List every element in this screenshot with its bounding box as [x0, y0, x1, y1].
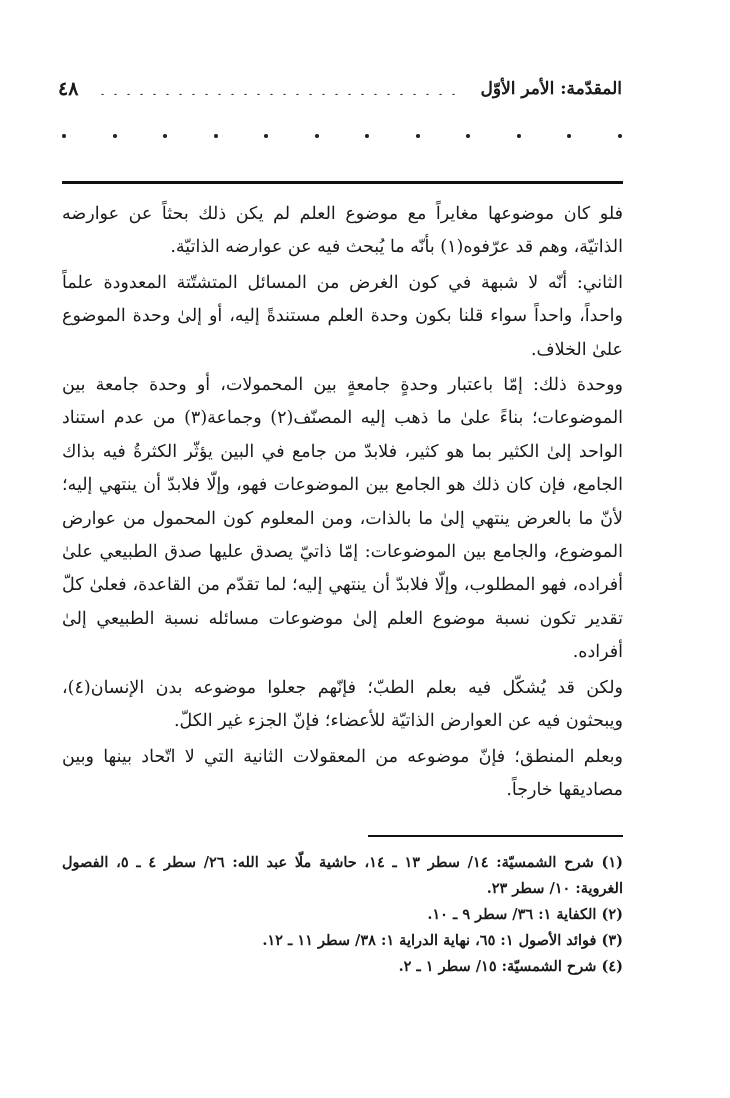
page-number: ٤٨	[58, 78, 79, 100]
footnote-1: (١) شرح الشمسيّة: ١٤/ سطر ١٣ ـ ١٤، حاشية ملّا عبد الله: ٢٦/ سطر ٤ ـ ٥، الفصول الغروية: ١٠/ سطر ٢٣.	[62, 854, 623, 897]
paragraph-2: الثاني: أنّه لا شبهة في كون الغرض من المسائل المتشتّتة المعدودة علماً واحداً، واحداً سواء قلنا بكون وحدة العلم مستندةً إليه، أو إلىٰ وحدة الموضوع علىٰ الخلاف.	[62, 272, 623, 360]
paragraph-5: وبعلم المنطق؛ فإنّ موضوعه من المعقولات الثانية التي لا اتّحاد بينها وبين مصاديقها خارجاً.	[62, 746, 623, 800]
footnote-3: (٣) فوائد الأصول ١: ٦٥، نهاية الدراية ١: ٣٨/ سطر ١١ ـ ١٢.	[262, 932, 623, 949]
paragraph-1: فلو كان موضوعها مغايراً مع موضوع العلم لم يكن ذلك بحثاً عن عوارضه الذاتيّة، وهم قد عرّفوه(١) بأنّه ما يُبحث فيه عن عوارضه الذاتيّة.	[62, 204, 623, 258]
paragraph-4: ولكن قد يُشكّل فيه بعلم الطبّ؛ فإنّهم جعلوا موضوعه بدن الإنسان(٤)، ويبحثون فيه عن العوارض الذاتيّة للأعضاء؛ فإنّ الجزء غير الكلّ.	[62, 677, 623, 732]
header-leader-dots	[96, 93, 462, 95]
paragraph-3: ووحدة ذلك: إمّا باعتبار وحدةٍ جامعةٍ بين المحمولات، أو وحدة جامعة بين الموضوعات؛ بناءً علىٰ ما ذهب إليه المصنّف(٢) وجماعة(٣) من عدم استناد الواحد إلىٰ الكثير بما هو كثير، فلابدّ من جامع في البين يؤثّر الكثرةُ فيه بذاك الجامع، فإن كان ذلك هو الجامع بين الموضوعات فهو، وإلّا فلابدّ أن ينتهي إليه؛ لأنّ ما بالعرض ينتهي إلىٰ ما بالذات، ومن المعلوم كون المحمول من عوارض الموضوع، والجامع بين الموضوعات: إمّا ذاتيّ يصدق عليها صدق الطبيعي علىٰ أفراده، فهو المطلوب، وإلّا فلابدّ أن ينتهي إليه؛ لما تقدّم من القاعدة، فعلىٰ كلّ تقدير تكون نسبة موضوع العلم إلىٰ موضوعات مسائله نسبة الطبيعي إلىٰ أفراده.	[62, 375, 624, 663]
running-header	[58, 74, 622, 104]
top-rule	[62, 181, 623, 184]
footnotes	[62, 850, 623, 980]
footnote-2: (٢) الكفاية ١: ٣٦/ سطر ٩ ـ ١٠.	[427, 906, 623, 923]
header-title: المقدّمة: الأمر الأوّل	[480, 79, 622, 99]
footnote-4: (٤) شرح الشمسيّة: ١٥/ سطر ١ ـ ٢.	[398, 958, 623, 975]
decorative-dot-row	[62, 134, 622, 142]
footnote-rule	[368, 835, 623, 837]
main-text	[62, 198, 623, 807]
